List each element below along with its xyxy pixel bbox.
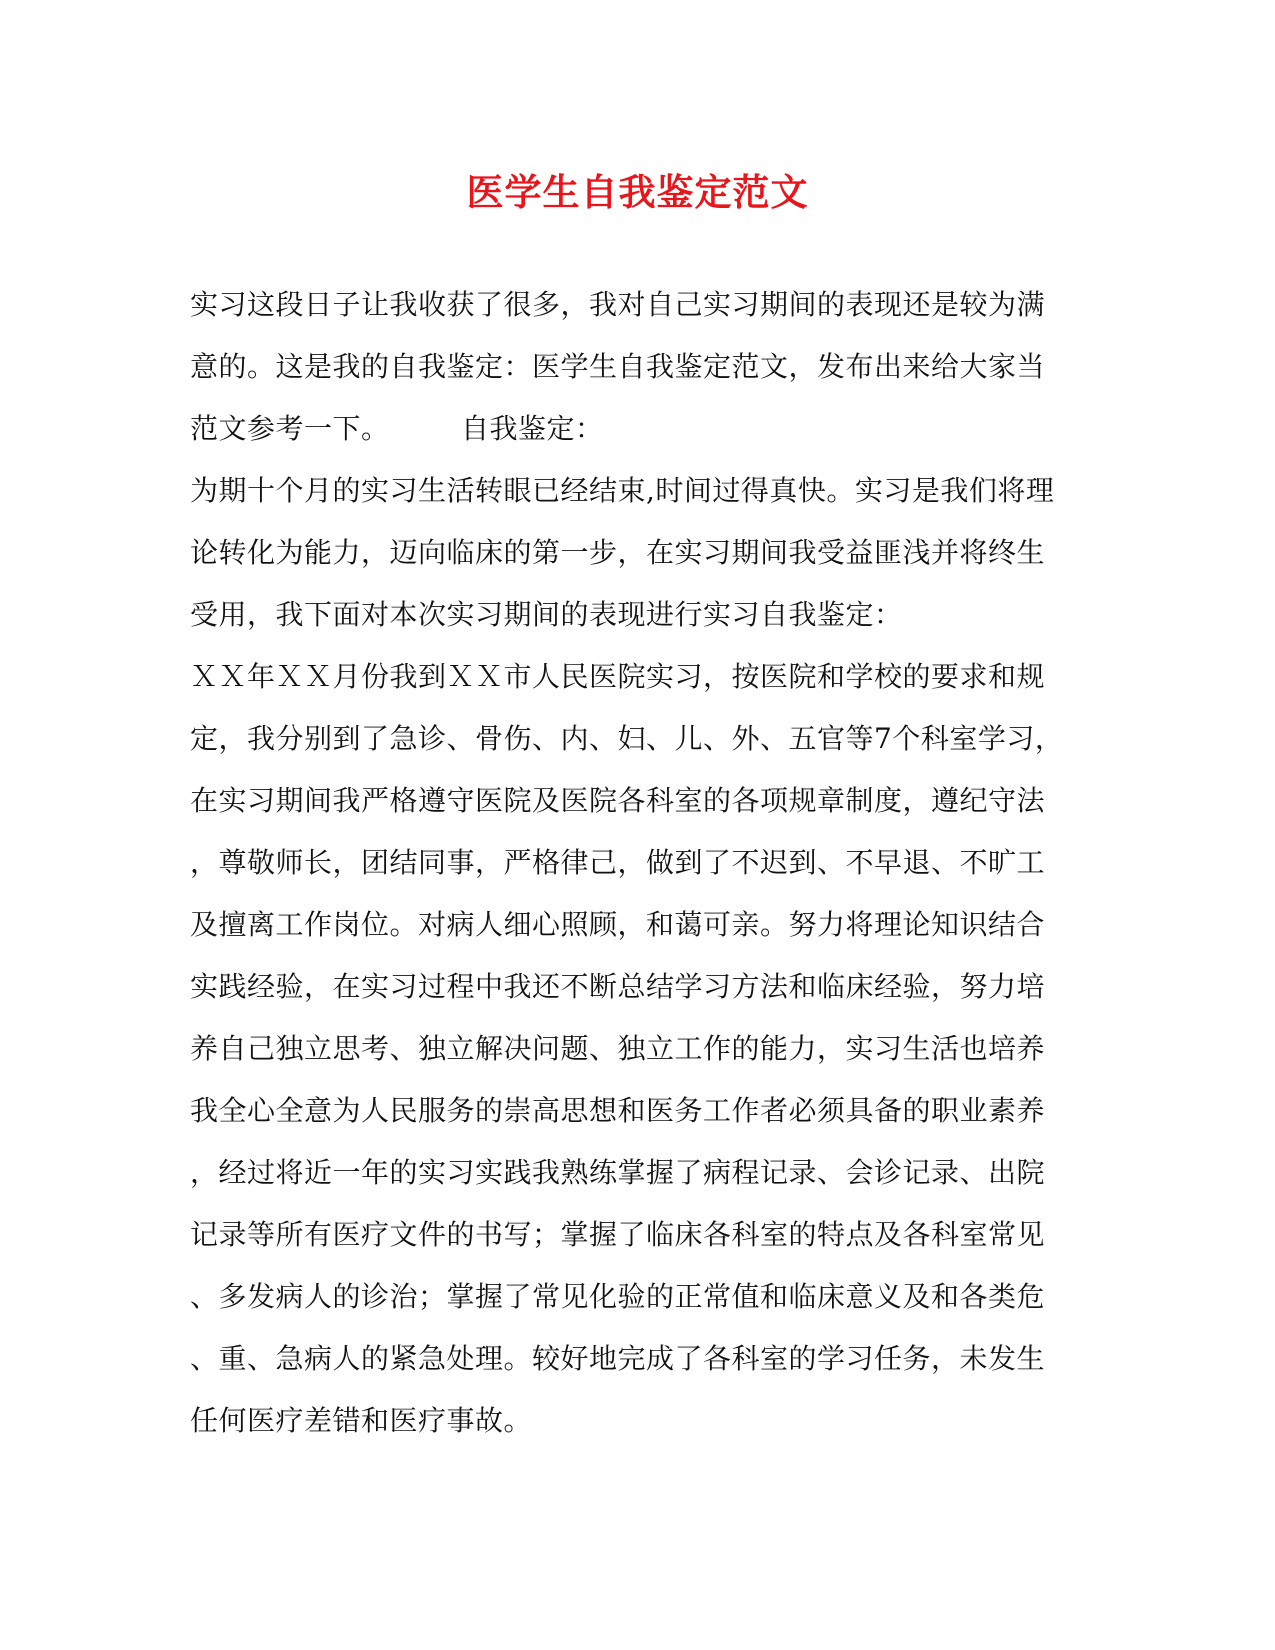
body-line: 在实习期间我严格遵守医院及医院各科室的各项规章制度，遵纪守法 [190,784,1046,817]
body-line: 养自己独立思考、独立解决问题、独立工作的能力，实习生活也培养 [190,1032,1046,1065]
body-line: 我全心全意为人民服务的崇高思想和医务工作者必须具备的职业素养 [190,1094,1046,1127]
body-line: 任何医疗差错和医疗事故。 [190,1404,533,1437]
body-line: 为期十个月的实习生活转眼已经结束,时间过得真快。实习是我们将理 [190,474,1055,507]
body-line: 论转化为能力，迈向临床的第一步，在实习期间我受益匪浅并将终生 [190,536,1046,569]
body-line: 、重、急病人的紧急处理。较好地完成了各科室的学习任务，未发生 [190,1342,1046,1375]
body-line: 实践经验，在实习过程中我还不断总结学习方法和临床经验，努力培 [190,970,1046,1003]
body-line: 记录等所有医疗文件的书写；掌握了临床各科室的特点及各科室常见 [190,1218,1046,1251]
body-line: ，尊敬师长，团结同事，严格律己，做到了不迟到、不早退、不旷工 [190,846,1046,879]
body-line: 、多发病人的诊治；掌握了常见化验的正常值和临床意义及和各类危 [190,1280,1046,1313]
body-line: 定，我分别到了急诊、骨伤、内、妇、儿、外、五官等7个科室学习， [190,722,1064,755]
body-line: 受用，我下面对本次实习期间的表现进行实习自我鉴定： [190,598,903,631]
body-line: 范文参考一下。 自我鉴定： [190,412,604,445]
body-line: ，经过将近一年的实习实践我熟练掌握了病程记录、会诊记录、出院 [190,1156,1046,1189]
body-line: 及擅离工作岗位。对病人细心照顾，和蔼可亲。努力将理论知识结合 [190,908,1046,941]
body-line: 意的。这是我的自我鉴定：医学生自我鉴定范文，发布出来给大家当 [190,350,1046,383]
body-line: 实习这段日子让我收获了很多，我对自己实习期间的表现还是较为满 [190,288,1046,321]
body-line: ＸＸ年ＸＸ月份我到ＸＸ市人民医院实习，按医院和学校的要求和规 [190,660,1046,693]
document-title: 医学生自我鉴定范文 [466,170,809,214]
